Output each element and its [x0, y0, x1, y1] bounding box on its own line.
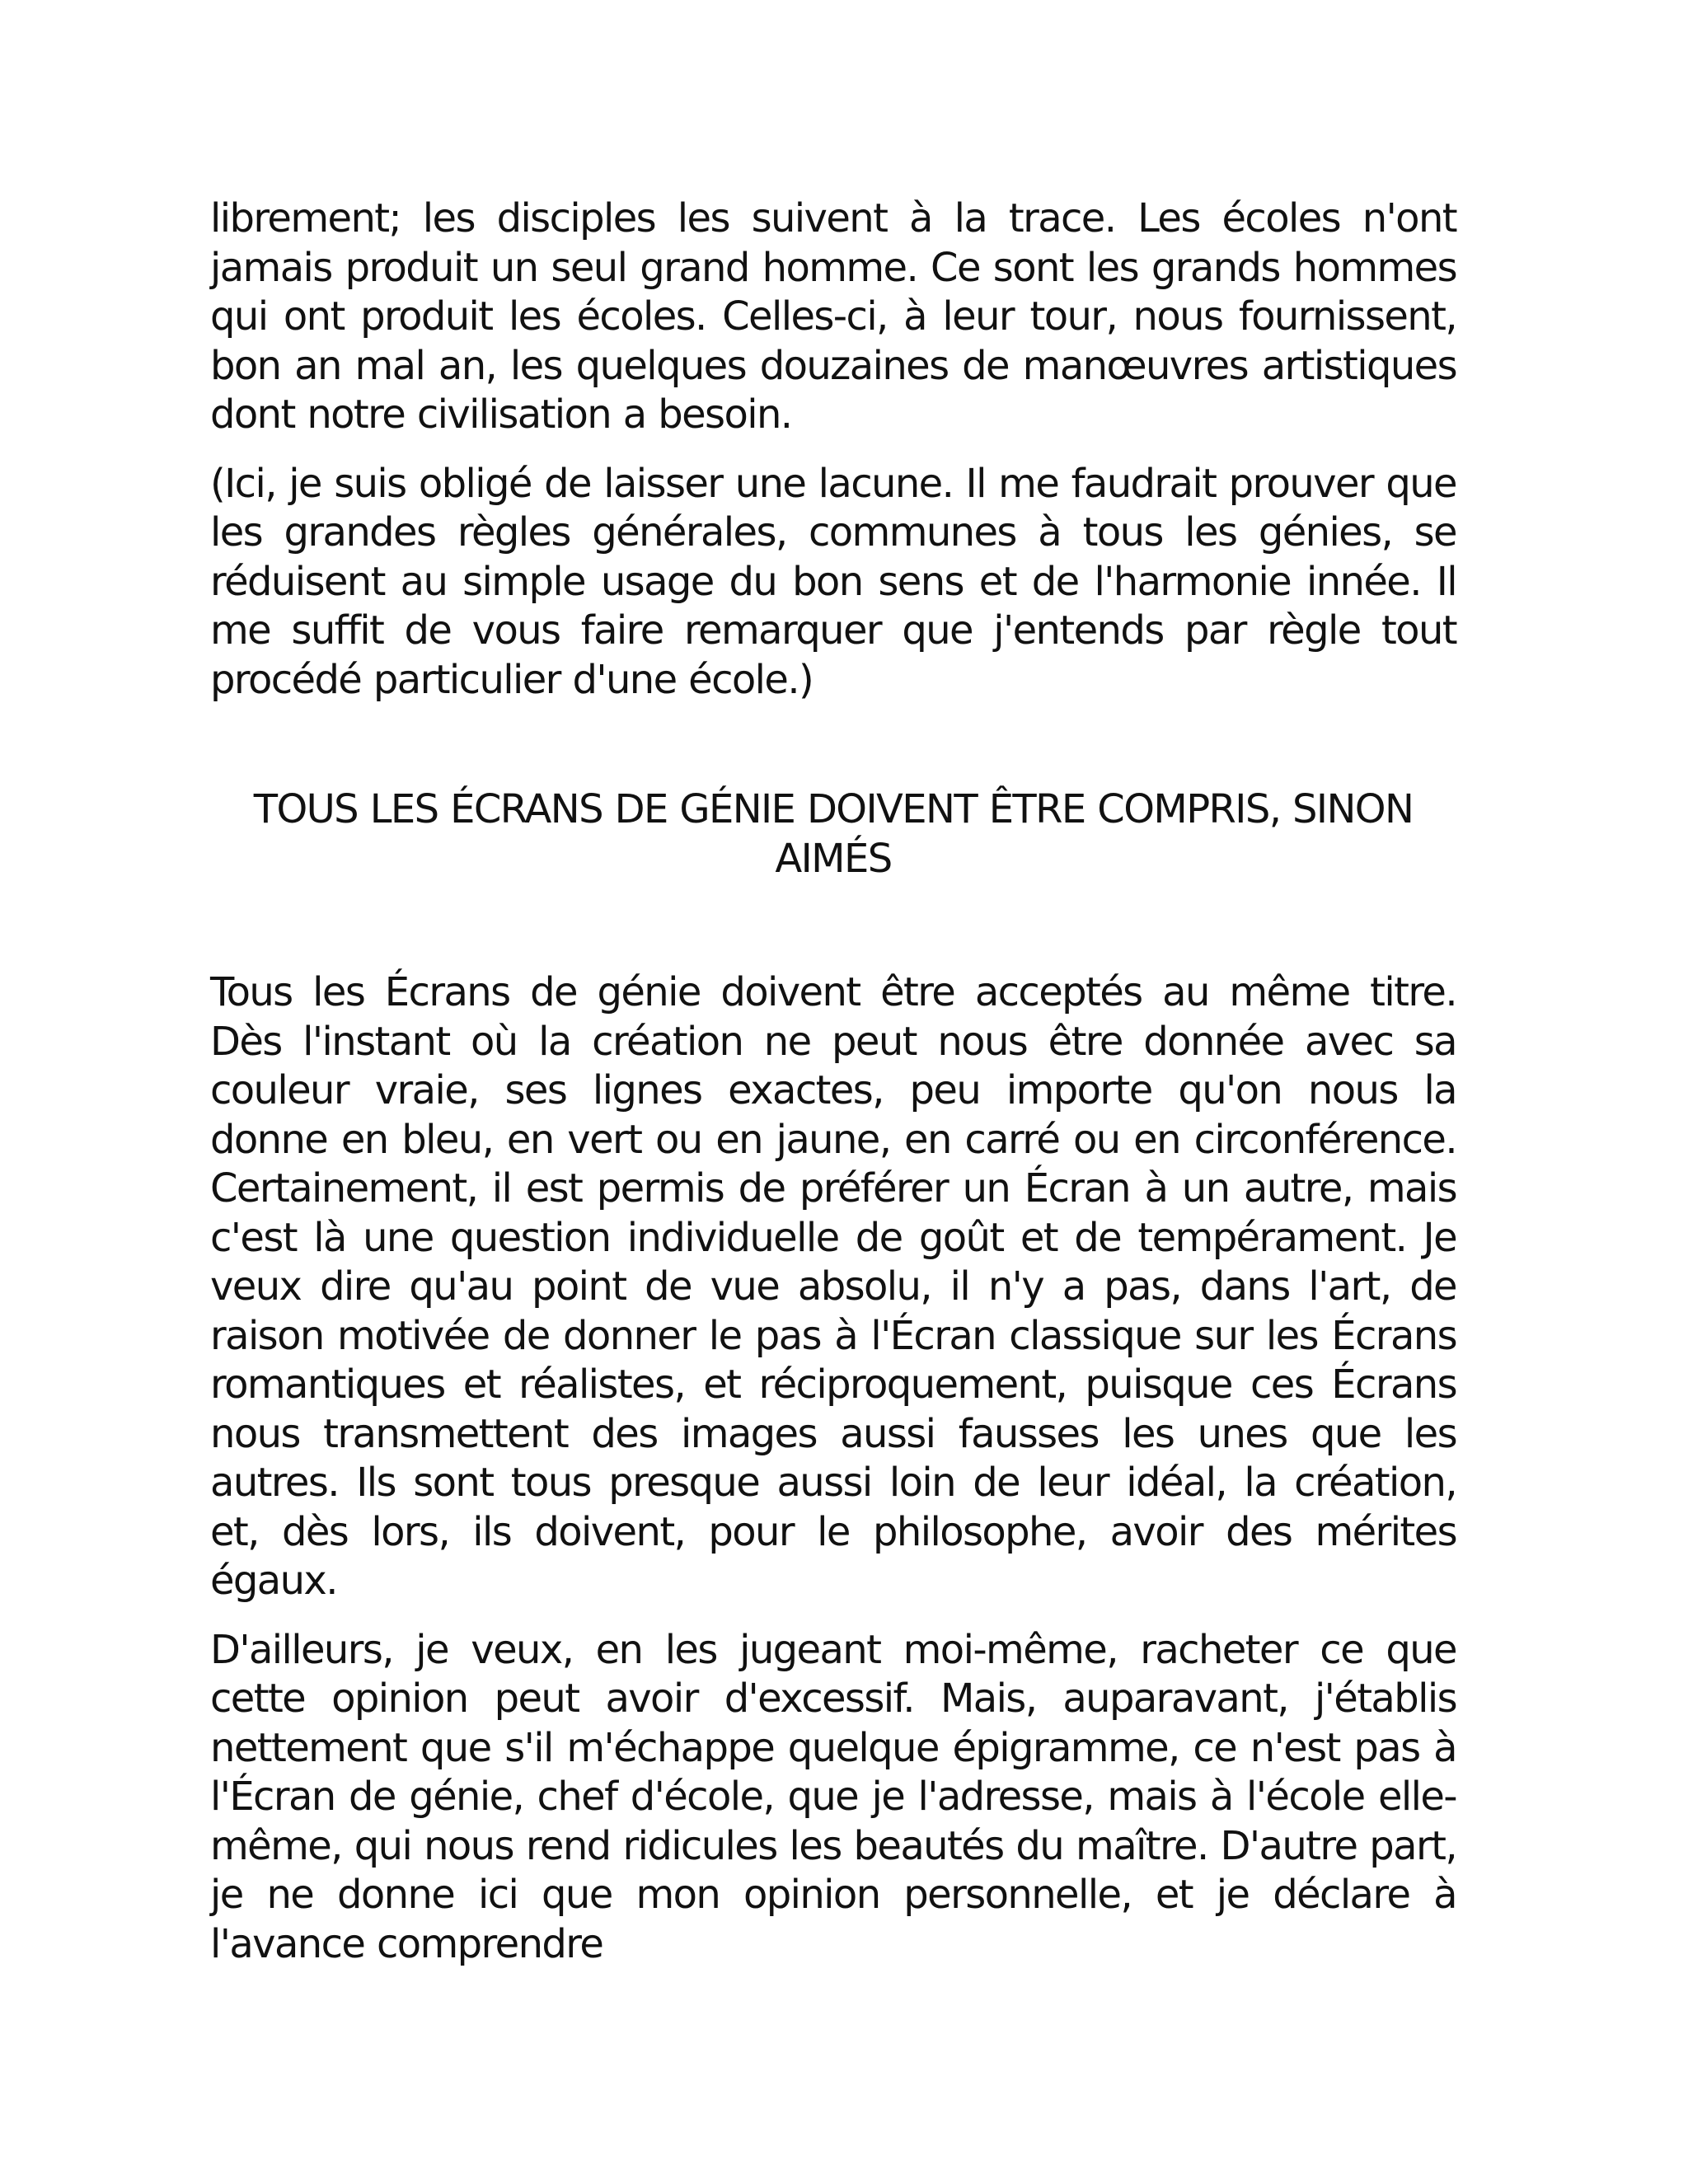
paragraph-2: (Ici, je suis obligé de laisser une lacune. Il me faudrait prouver que les grandes règles générales, communes à tous les génies, se réduisent au simple usage du bon sens et de l'harmonie innée. Il me suffit de vous faire remarquer que j'entends par règle tout procédé particulier d'une école.) [210, 460, 1456, 703]
section-heading: TOUS LES ÉCRANS DE GÉNIE DOIVENT ÊTRE COMPRIS, SINON AIMÉS [253, 786, 1414, 882]
paragraph-3: Tous les Écrans de génie doivent être acceptés au même titre. Dès l'instant où la création ne peut nous être donnée avec sa couleur vraie, ses lignes exactes, peu importe qu'on nous la donne en bleu, en vert ou en jaune, en carré ou en circonférence. Certainement, il est permis de préférer un Écran à un autre, mais c'est là une question individuelle de goût et de tempérament. Je veux dire qu'au point de vue absolu, il n'y a pas, dans l'art, de raison motivée de donner le pas à l'Écran classique sur les Écrans romantiques et réalistes, et réciproquement, puisque ces Écrans nous transmettent des images aussi fausses les unes que les autres. Ils sont tous presque aussi loin de leur idéal, la création, et, dès lors, ils doivent, pour le philosophe, avoir des mérites égaux. [210, 969, 1456, 1604]
paragraph-4: D'ailleurs, je veux, en les jugeant moi-même, racheter ce que cette opinion peut avoir d'excessif. Mais, auparavant, j'établis nettement que s'il m'échappe quelque épigramme, ce n'est pas à l'Écran de génie, chef d'école, que je l'adresse, mais à l'école elle-même, qui nous rend ridicules les beautés du maître. D'autre part, je ne donne ici que mon opinion personnelle, et je déclare à l'avance comprendre [210, 1626, 1456, 1967]
document-page [210, 194, 1456, 1969]
paragraph-1: librement; les disciples les suivent à la trace. Les écoles n'ont jamais produit un seul grand homme. Ce sont les grands hommes qui ont produit les écoles. Celles-ci, à leur tour, nous fournissent, bon an mal an, les quelques douzaines de manœuvres artistiques dont notre civilisation a besoin. [210, 195, 1456, 438]
